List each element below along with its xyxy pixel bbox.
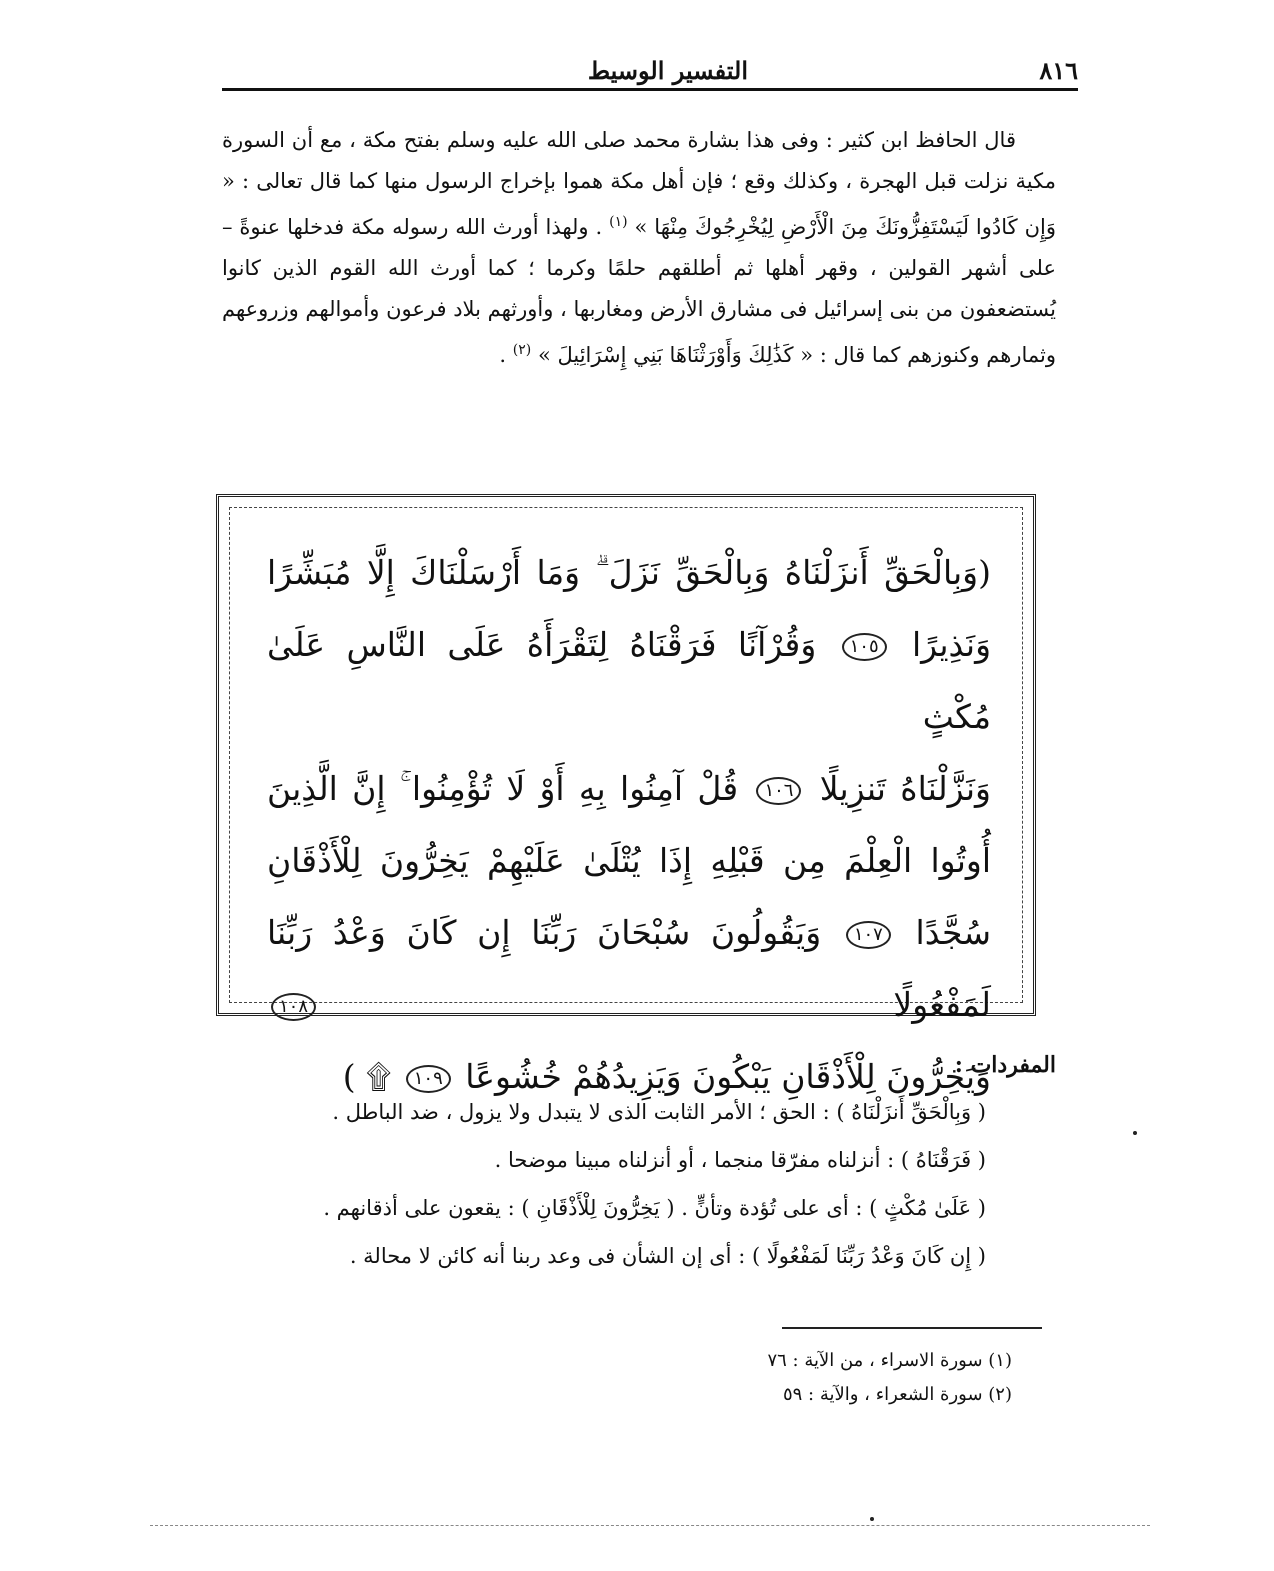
footnote-rule	[782, 1327, 1042, 1329]
footnotes	[600, 1344, 1012, 1412]
verse-number-106: ١٠٦	[756, 777, 801, 805]
page-number: ٨١٦	[1039, 56, 1078, 85]
vocabulary-item-4: ( إِن كَانَ وَعْدُ رَبِّنَا لَمَفْعُولًا ) : أى إن الشأن فى وعد ربنا أنه كائن لا محالة .	[349, 1244, 986, 1268]
commentary-paragraph	[222, 120, 1056, 376]
quran-line-4	[267, 825, 991, 897]
commentary-part-3: .	[499, 343, 507, 367]
commentary-part-2: . ولهذا أورث الله رسوله مكة فدخلها عنوةً – على أشهر القولين ، وقهر أهلها ثم أطلقهم حلمًا وكرما ؛ كما أورث الله القوم الذين كانوا يُستضعفون من بنى إسرائيل فى مشارق الأرض ومغاربها ، وأورثهم بلاد فرعون وأموالهم وزروعهم وثمارهم وكنوزهم كما قال : « كَذَٰلِكَ وَأَوْرَثْنَاهَا بَنِي إِسْرَائِيلَ »	[222, 215, 1056, 367]
vocabulary-heading: المفردات :	[954, 1052, 1056, 1078]
scan-speck	[1133, 1131, 1137, 1135]
header-rule	[222, 88, 1078, 91]
quran-line-4-text: أُوتُوا الْعِلْمَ مِن قَبْلِهِ إِذَا يُتْلَىٰ عَلَيْهِمْ يَخِرُّونَ لِلْأَذْقَانِ	[267, 841, 991, 880]
vocabulary-section	[222, 1052, 1056, 1280]
verse-number-107: ١٠٧	[846, 921, 891, 949]
quran-line-5a-text: سُجَّدًا	[915, 913, 991, 952]
quran-line-5b-text: وَيَقُولُونَ سُبْحَانَ رَبِّنَا إِن كَانَ وَعْدُ رَبِّنَا لَمَفْعُولًا	[267, 913, 991, 1024]
quran-line-6a-text: وَيَخِرُّونَ لِلْأَذْقَانِ يَبْكُونَ وَيَزِيدُهُمْ خُشُوعًا	[465, 1057, 991, 1096]
verse-number-108: ١٠٨	[271, 993, 316, 1021]
vocabulary-item-3: ( عَلَىٰ مُكْثٍ ) : أى على تُؤدة وتأنٍّ . ( يَخِرُّونَ لِلْأَذْقَانِ ) : يقعون على أذقانهم .	[323, 1196, 986, 1220]
scan-speck	[870, 1517, 874, 1521]
commentary-text	[222, 120, 1056, 376]
quran-line-2b-text: وَقُرْآنًا فَرَقْنَاهُ لِتَقْرَأَهُ عَلَى النَّاسِ عَلَىٰ مُكْثٍ	[267, 625, 991, 736]
verse-number-109: ١٠٩	[406, 1065, 451, 1093]
sajda-mark: ۩ )	[342, 1057, 392, 1096]
quran-line-1-text: (وَبِالْحَقِّ أَنزَلْنَاهُ وَبِالْحَقِّ نَزَلَ ۗ وَمَا أَرْسَلْنَاكَ إِلَّا مُبَشِّرًا	[267, 553, 991, 592]
quran-line-2a-text: وَنَذِيرًا	[912, 625, 992, 664]
running-title: التفسير الوسيط	[587, 56, 748, 85]
quran-line-5	[267, 897, 991, 1041]
vocabulary-item-2: ( فَرَقْنَاهُ ) : أنزلناه مفرّقا منجما ، أو أنزلناه مبينا موضحا .	[494, 1148, 986, 1172]
footnote-ref-2: (٢)	[512, 342, 532, 358]
verse-number-105: ١٠٥	[842, 633, 887, 661]
scan-edge-line	[150, 1525, 1150, 1526]
quran-line-2	[267, 609, 991, 753]
quran-line-1	[267, 537, 991, 609]
footnote-1: (١) سورة الاسراء ، من الآية : ٧٦	[767, 1350, 1012, 1371]
commentary-part-1: قال الحافظ ابن كثير : وفى هذا بشارة محمد صلى الله عليه وسلم بفتح مكة ، مع أن السورة مكية نزلت قبل الهجرة ، وكذلك وقع ؛ فإن أهل مكة هموا بإخراج الرسول منها كما قال تعالى : « وَإِن كَادُوا لَيَسْتَفِزُّونَكَ مِنَ الْأَرْضِ لِيُخْرِجُوكَ مِنْهَا »	[222, 128, 1056, 239]
quran-line-3a-text: وَنَزَّلْنَاهُ تَنزِيلًا	[819, 769, 991, 808]
quran-line-3	[267, 753, 991, 825]
page-header	[222, 56, 1078, 88]
footnote-ref-1: (١)	[609, 214, 628, 230]
vocabulary-item-1: ( وَبِالْحَقِّ أَنزَلْنَاهُ ) : الحق ؛ الأمر الثابت الذى لا يتبدل ولا يزول ، ضد الباطل .	[332, 1100, 986, 1124]
quran-line-3b-text: قُلْ آمِنُوا بِهِ أَوْ لَا تُؤْمِنُوا ۚ إِنَّ الَّذِينَ	[267, 769, 739, 808]
footnote-2: (٢) سورة الشعراء ، والآية : ٥٩	[782, 1384, 1012, 1405]
quran-verses	[267, 537, 991, 1113]
